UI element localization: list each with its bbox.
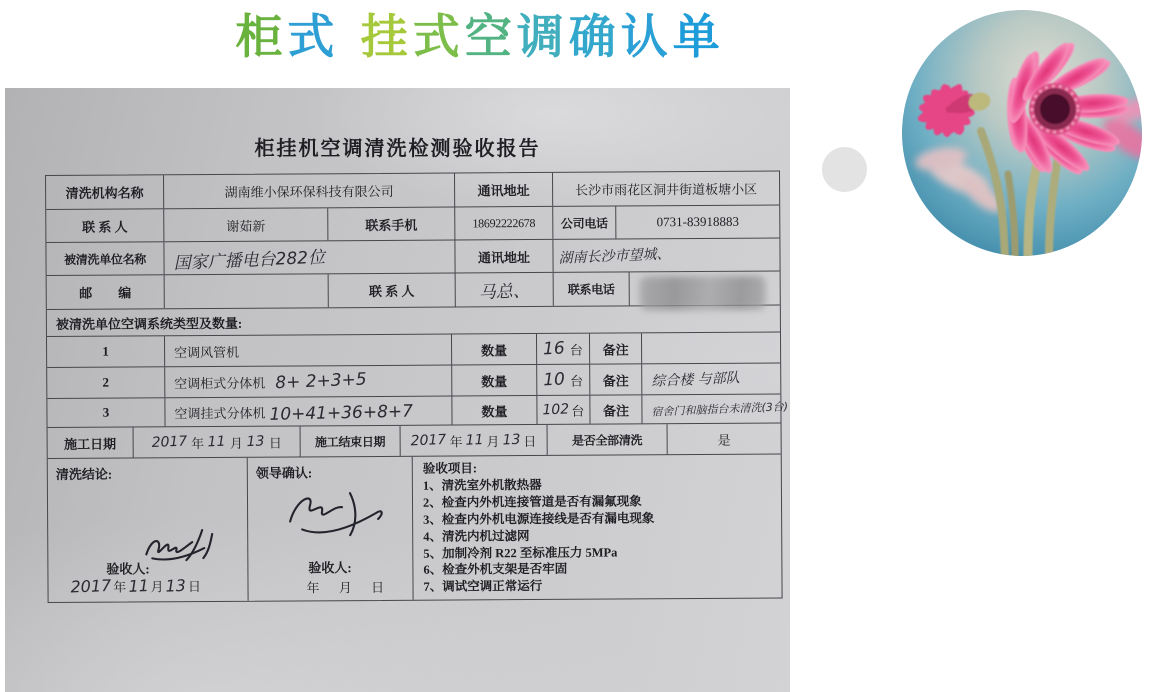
grey-circle-decoration (822, 147, 867, 192)
contact-label: 联 系 人 (46, 209, 164, 242)
eq1-qty-label: 数量 (452, 334, 537, 365)
title-char: 空 (464, 10, 517, 65)
leader-day-unit: 日 (371, 579, 385, 596)
leader-year-unit: 年 (306, 580, 320, 596)
eq1-qty-value (537, 334, 590, 364)
conclusion-date (70, 576, 201, 596)
table-row-equipment-3 (47, 395, 789, 428)
table-row-contact (46, 206, 779, 243)
table-row-dates (48, 424, 781, 459)
acceptance-item: 3、检查内外机电源连接线是否有漏电现象 (423, 511, 655, 527)
day-unit2: 日 (523, 433, 537, 449)
company-tel-value: 0731-83918883 (656, 213, 740, 230)
eq2-qty-value (537, 365, 590, 395)
eq3-name (165, 397, 452, 427)
client-name-handwriting: 国家广播电台282位 (173, 247, 326, 274)
start-date-label: 施工日期 (48, 427, 134, 458)
eq3-no: 3 (47, 398, 165, 427)
eq1-remark-label: 备注 (590, 333, 642, 363)
conclusion-month-handwriting: 11 (127, 576, 149, 596)
company-tel-label: 公司电话 (553, 207, 616, 239)
eq2-qty-label: 数量 (452, 365, 537, 396)
eq3-qty-handwriting: 102 (542, 401, 570, 419)
table-row-bottom (48, 455, 782, 602)
title-char: 式 (412, 10, 465, 65)
client-name-label: 被清洗单位名称 (46, 242, 164, 275)
eq1-name (165, 335, 452, 367)
eq1-remark-value (642, 333, 780, 364)
acceptance-item: 2、检查内外机连接管道是否有漏氟现象 (422, 494, 642, 510)
client-contact-handwriting: 马总、 (478, 281, 531, 304)
eq3-name-printed: 空调挂式分体机 (174, 405, 266, 421)
eq2-qty-handwriting: 10 (543, 369, 566, 391)
table-row-org (46, 172, 779, 210)
eq1-name-printed: 空调风管机 (174, 344, 240, 360)
flower-photo-graphic (901, 9, 1143, 257)
acceptance-item: 7、调试空调正常运行 (423, 579, 543, 595)
start-year-handwriting: 2017 (151, 433, 188, 451)
flower-photo (901, 9, 1143, 257)
client-addr-handwriting: 湖南长沙市望城、 (558, 246, 671, 267)
month-unit: 月 (229, 435, 244, 451)
end-month-handwriting: 11 (465, 432, 484, 449)
conclusion-day-handwriting: 13 (165, 575, 187, 596)
acceptance-item: 5、加制冷剂 R22 至标准压力 5MPa (423, 545, 618, 561)
acceptance-items-cell (413, 455, 782, 600)
start-day-handwriting: 13 (246, 433, 266, 451)
table-row-equipment-2 (47, 364, 780, 399)
leader-month-unit: 月 (338, 580, 352, 596)
year-unit2: 年 (449, 433, 463, 450)
eq2-qty-unit: 台 (570, 373, 584, 389)
month-unit2: 月 (486, 433, 500, 449)
title-char: 式 (287, 10, 340, 65)
eq2-name-printed: 空调柜式分体机 (174, 375, 266, 391)
conclusion-month-unit: 月 (150, 579, 164, 595)
day-unit: 日 (268, 435, 282, 451)
title-char: 单 (672, 10, 725, 65)
title-char: 调 (516, 10, 569, 65)
title-char: 认 (620, 10, 673, 65)
client-contact-value (456, 273, 554, 307)
eq1-qty-handwriting: 16 (542, 338, 566, 360)
eq3-qty-value (537, 396, 590, 424)
table-row-postal (47, 272, 780, 310)
report-table (45, 171, 789, 603)
scanned-report-photo (5, 88, 790, 692)
leader-confirm-label: 领导确认: (255, 465, 313, 481)
report-heading: 柜挂机空调清洗检测验收报告 (254, 138, 541, 160)
end-date-value (401, 425, 548, 456)
conclusion-acceptor-label: 验收人: (106, 561, 150, 577)
postal-value (165, 274, 329, 308)
org-addr-label: 通讯地址 (455, 173, 553, 207)
leader-confirm-cell (248, 457, 414, 601)
client-tel-value (630, 272, 780, 306)
conclusion-label: 清洗结论: (55, 466, 113, 482)
client-tel-label: 联系电话 (554, 272, 630, 305)
leader-date-blank (306, 577, 384, 596)
eq1-no: 1 (47, 336, 165, 367)
eq1-qty-unit: 台 (569, 342, 583, 358)
eq3-remark-value (642, 395, 789, 424)
table-row-client (46, 239, 779, 276)
acceptance-header: 验收项目: (422, 461, 478, 476)
year-unit: 年 (191, 435, 205, 451)
section-title: 被清洗单位空调系统类型及数量: (55, 315, 243, 332)
acceptance-item: 1、清洗室外机散热器 (422, 477, 542, 493)
eq3-qty-label: 数量 (452, 396, 537, 425)
all-cleaned-label: 是否全部清洗 (548, 424, 668, 455)
leader-signature-scrawl (276, 479, 396, 550)
org-name-value: 湖南维小保环保科技有限公司 (164, 173, 455, 208)
eq2-remark-value (642, 364, 780, 395)
eq2-remark-label: 备注 (590, 364, 642, 394)
eq2-no: 2 (47, 367, 165, 398)
mobile-label: 联系手机 (328, 207, 455, 240)
client-name-value (164, 240, 455, 274)
start-date-value (134, 426, 301, 457)
eq2-remark-handwriting: 综合楼 与部队 (651, 370, 741, 390)
eq2-name-handwriting: 8+ 2+3+5 (274, 369, 368, 394)
acceptance-items-list (423, 476, 655, 596)
client-addr-value (553, 239, 779, 272)
mobile-value: 18692222678 (455, 207, 553, 240)
end-date-label: 施工结束日期 (301, 426, 401, 457)
acceptance-item: 6、检查外机支架是否牢固 (423, 562, 568, 578)
eq3-remark-handwriting: 宿舍门和脑指台未清洗(3台) (651, 400, 789, 419)
acceptor-signature-scrawl (140, 526, 230, 567)
acceptance-item: 4、清洗内机过滤网 (423, 528, 530, 544)
conclusion-cell (48, 458, 249, 602)
conclusion-day-unit: 日 (187, 579, 202, 595)
all-cleaned-value: 是 (717, 432, 731, 448)
eq3-remark-label: 备注 (590, 395, 642, 423)
title-char: 柜 (235, 10, 288, 65)
client-addr-label: 通讯地址 (455, 240, 553, 273)
page-title (150, 6, 810, 72)
org-addr-value: 长沙市雨花区洞井街道板塘小区 (575, 181, 758, 198)
table-row-equipment-1 (47, 333, 780, 368)
eq3-qty-unit: 台 (571, 403, 585, 419)
title-char: 确 (568, 10, 621, 65)
conclusion-year-unit: 年 (113, 579, 127, 595)
org-name-label: 清洗机构名称 (46, 175, 164, 209)
eq2-name (165, 366, 452, 398)
leader-acceptor-label: 验收人: (308, 560, 352, 576)
start-month-handwriting: 11 (207, 433, 227, 451)
title-char: 挂 (360, 10, 413, 65)
contact-value: 谢茹新 (164, 208, 328, 241)
postal-label: 邮 编 (47, 275, 165, 309)
title-char (339, 10, 360, 65)
eq3-name-handwriting: 10+41+36+8+7 (269, 401, 414, 425)
client-contact-label: 联 系 人 (329, 273, 456, 307)
end-year-handwriting: 2017 (410, 431, 447, 450)
end-day-handwriting: 13 (502, 431, 521, 449)
conclusion-year-handwriting: 2017 (70, 575, 112, 597)
